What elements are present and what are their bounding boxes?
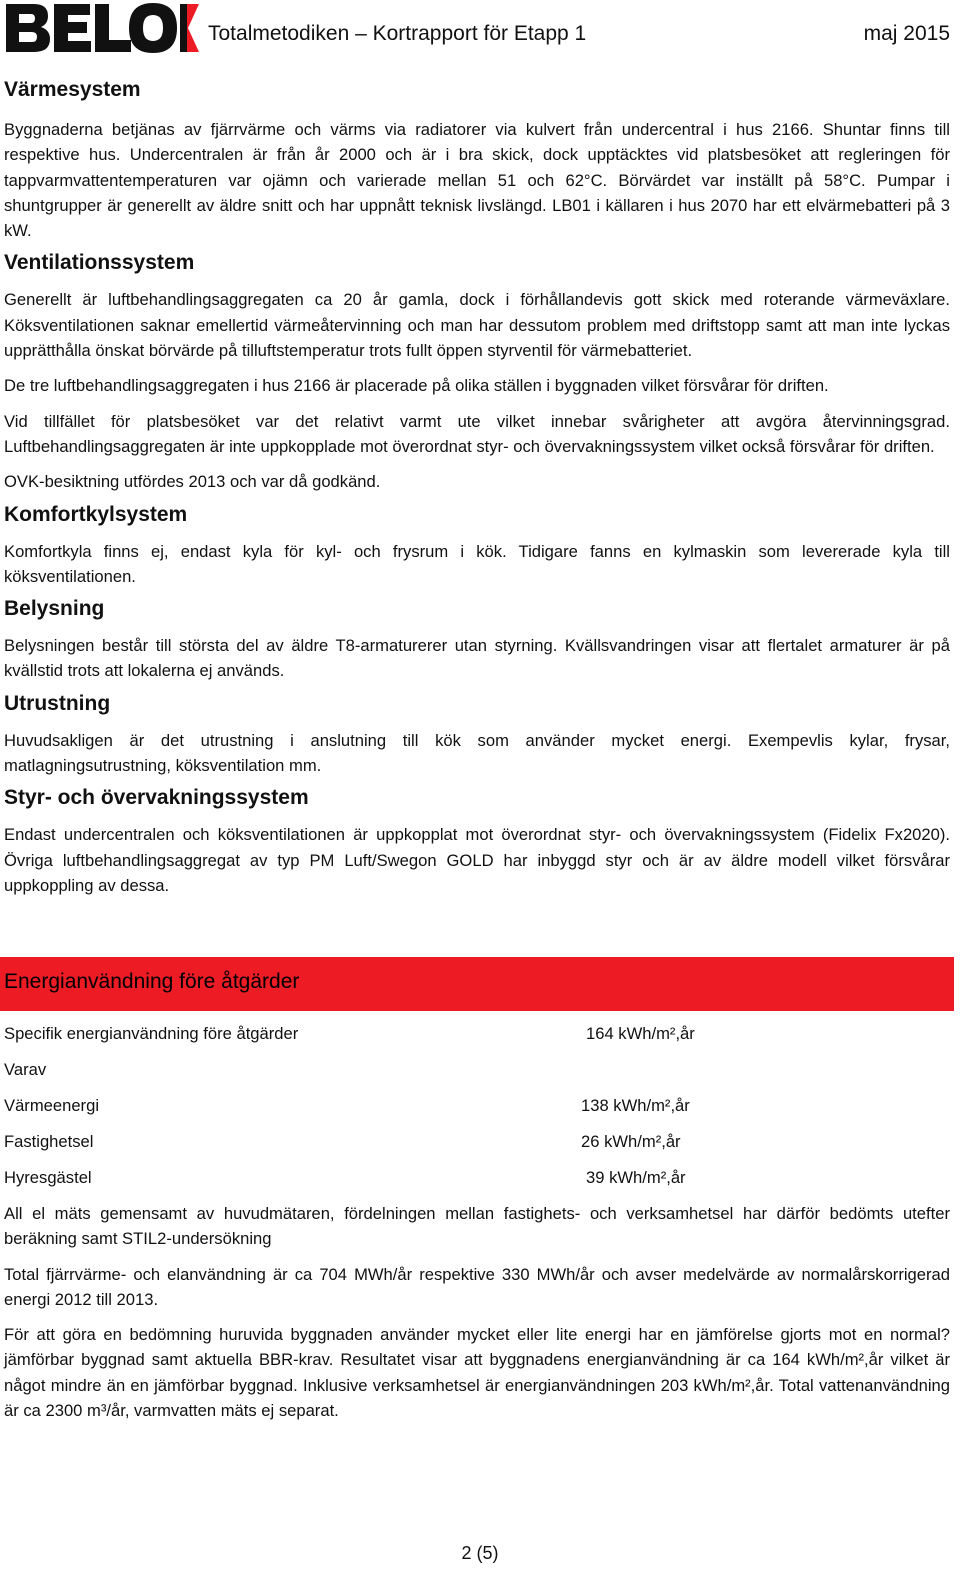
- paragraph-varmesystem: Byggnaderna betjänas av fjärrvärme och värms via radiatorer via kulvert från undercentral i hus 2166. Shuntar finns till respektive hus. Undercentralen är från år 2000 och är i bra skick, dock upptäcktes vid platsbesöket att regleringen för tappvarmvattentemperaturen var ojämn och varierade mellan 51 och 62°C. Börvärdet var inställt på 58°C. Pumpar i shuntgrupper är generellt av äldre snitt och har uppnått teknisk livslängd. LB01 i källaren i hus 2070 har ett elvärmebatteri på 3 kW.: [4, 120, 950, 241]
- paragraph-energy-3: För att göra en bedömning huruvida byggnaden använder mycket eller lite energi har en jämförelse gjorts mot en normal? jämförbar byggnad samt aktuella BBR-krav. Resultatet visar att byggnadens energianvändning är ca 164 kWh/m²,år vilket är något mindre än en jämförbar byggnad. Inklusive verksamhetsel är energianvändningen 203 kWh/m²,år. Total vattenanvändning är ca 2300 m³/år, varmvatten mäts ej separat.: [4, 1325, 950, 1421]
- energy-label-hyresgastel: Hyresgästel: [4, 1168, 92, 1187]
- heading-varmesystem: Värmesystem: [4, 78, 141, 101]
- paragraph-ventilation-4: OVK-besiktning utfördes 2013 och var då godkänd.: [4, 472, 381, 492]
- paragraph-styr: Endast undercentralen och köksventilationen är uppkopplat mot överordnat styr- och övervakningssystem (Fidelix Fx2020). Övriga luftbehandlingsaggregat av typ PM Luft/Swegon GOLD har inbyggd styr och är av äldre modell vilket försvårar uppkoppling av dessa.: [4, 825, 950, 895]
- heading-styr-och-overvakning: Styr- och övervakningssystem: [4, 786, 309, 810]
- paragraph-utrustning: Huvudsakligen är det utrustning i anslutning till kök som använder mycket energi. Exempevlis kylar, frysar, matlagningsutrustning, köksventilation mm.: [4, 730, 950, 776]
- energy-value-varmeenergi: 138 kWh/m²,år: [581, 1096, 690, 1115]
- energy-label-specific: Specifik energianvändning före åtgärder: [4, 1024, 299, 1043]
- energy-section-heading: Energianvändning före åtgärder: [4, 970, 300, 993]
- paragraph-komfortkyla: Komfortkyla finns ej, endast kyla för kyl- och frysrum i kök. Tidigare fanns en kylmaskin som levererade kyla till köksventilationen.: [4, 541, 950, 586]
- energy-label-varav: Varav: [4, 1060, 47, 1079]
- heading-komfortkylsystem: Komfortkylsystem: [4, 502, 188, 526]
- report-title: Totalmetodiken – Kortrapport för Etapp 1: [208, 22, 587, 45]
- energy-value-fastighetsel: 26 kWh/m²,år: [581, 1132, 681, 1151]
- paragraph-energy-2: Total fjärrvärme- och elanvändning är ca 704 MWh/år respektive 330 MWh/år och avser medelvärde av normalårskorrigerad energi 2012 till 2013.: [4, 1264, 950, 1309]
- paragraph-belysning: Belysningen består till största del av äldre T8-armaturerer utan styrning. Kvällsvandringen visar att flertalet armaturer är på kvällstid trots att lokalerna ej används.: [4, 636, 950, 681]
- energy-label-fastighetsel: Fastighetsel: [4, 1132, 94, 1151]
- belok-logo: [4, 2, 200, 54]
- heading-utrustning: Utrustning: [4, 691, 111, 715]
- energy-text: [4, 1201, 950, 1423]
- energy-label-varmeenergi: Värmeenergi: [4, 1096, 100, 1115]
- paragraph-ventilation-3: Vid tillfället för platsbesöket var det relativt varmt ute vilket innebar svårigheter att avgöra återvinningsgrad. Luftbehandlingsaggregaten är inte uppkopplade mot överordnat styr- och övervakningssystem vilket också försvårar för driften.: [4, 411, 950, 456]
- belok-logo-mark: [4, 2, 200, 54]
- page-number: 2 (5): [461, 1543, 499, 1563]
- paragraph-ventilation-1: Generellt är luftbehandlingsaggregaten ca 20 år gamla, dock i förhållandevis gott skick med roterande värmeväxlare. Köksventilationen saknar emellertid värmeåtervinning och man har dessutom problem med driftstopp samt att man inte lyckas upprätthålla önskat börvärde på tilluftstemperatur trots fullt öppen styrventil för värmebatteriet.: [4, 290, 950, 361]
- energy-value-hyresgastel: 39 kWh/m²,år: [586, 1168, 686, 1187]
- main-content: [4, 72, 950, 898]
- report-date: maj 2015: [863, 22, 950, 45]
- heading-belysning: Belysning: [4, 597, 105, 621]
- page-header: [4, 2, 954, 54]
- paragraph-energy-1: All el mäts gemensamt av huvudmätaren, fördelningen mellan fastighets- och verksamhetsel har därför bedömts utefter beräkning samt STIL2-undersökning: [4, 1204, 950, 1249]
- paragraph-ventilation-2: De tre luftbehandlingsaggregaten i hus 2166 är placerade på olika ställen i byggnaden vilket försvårar för driften.: [4, 376, 829, 396]
- energy-value-specific: 164 kWh/m²,år: [586, 1024, 695, 1043]
- heading-ventilationssystem: Ventilationssystem: [4, 251, 195, 275]
